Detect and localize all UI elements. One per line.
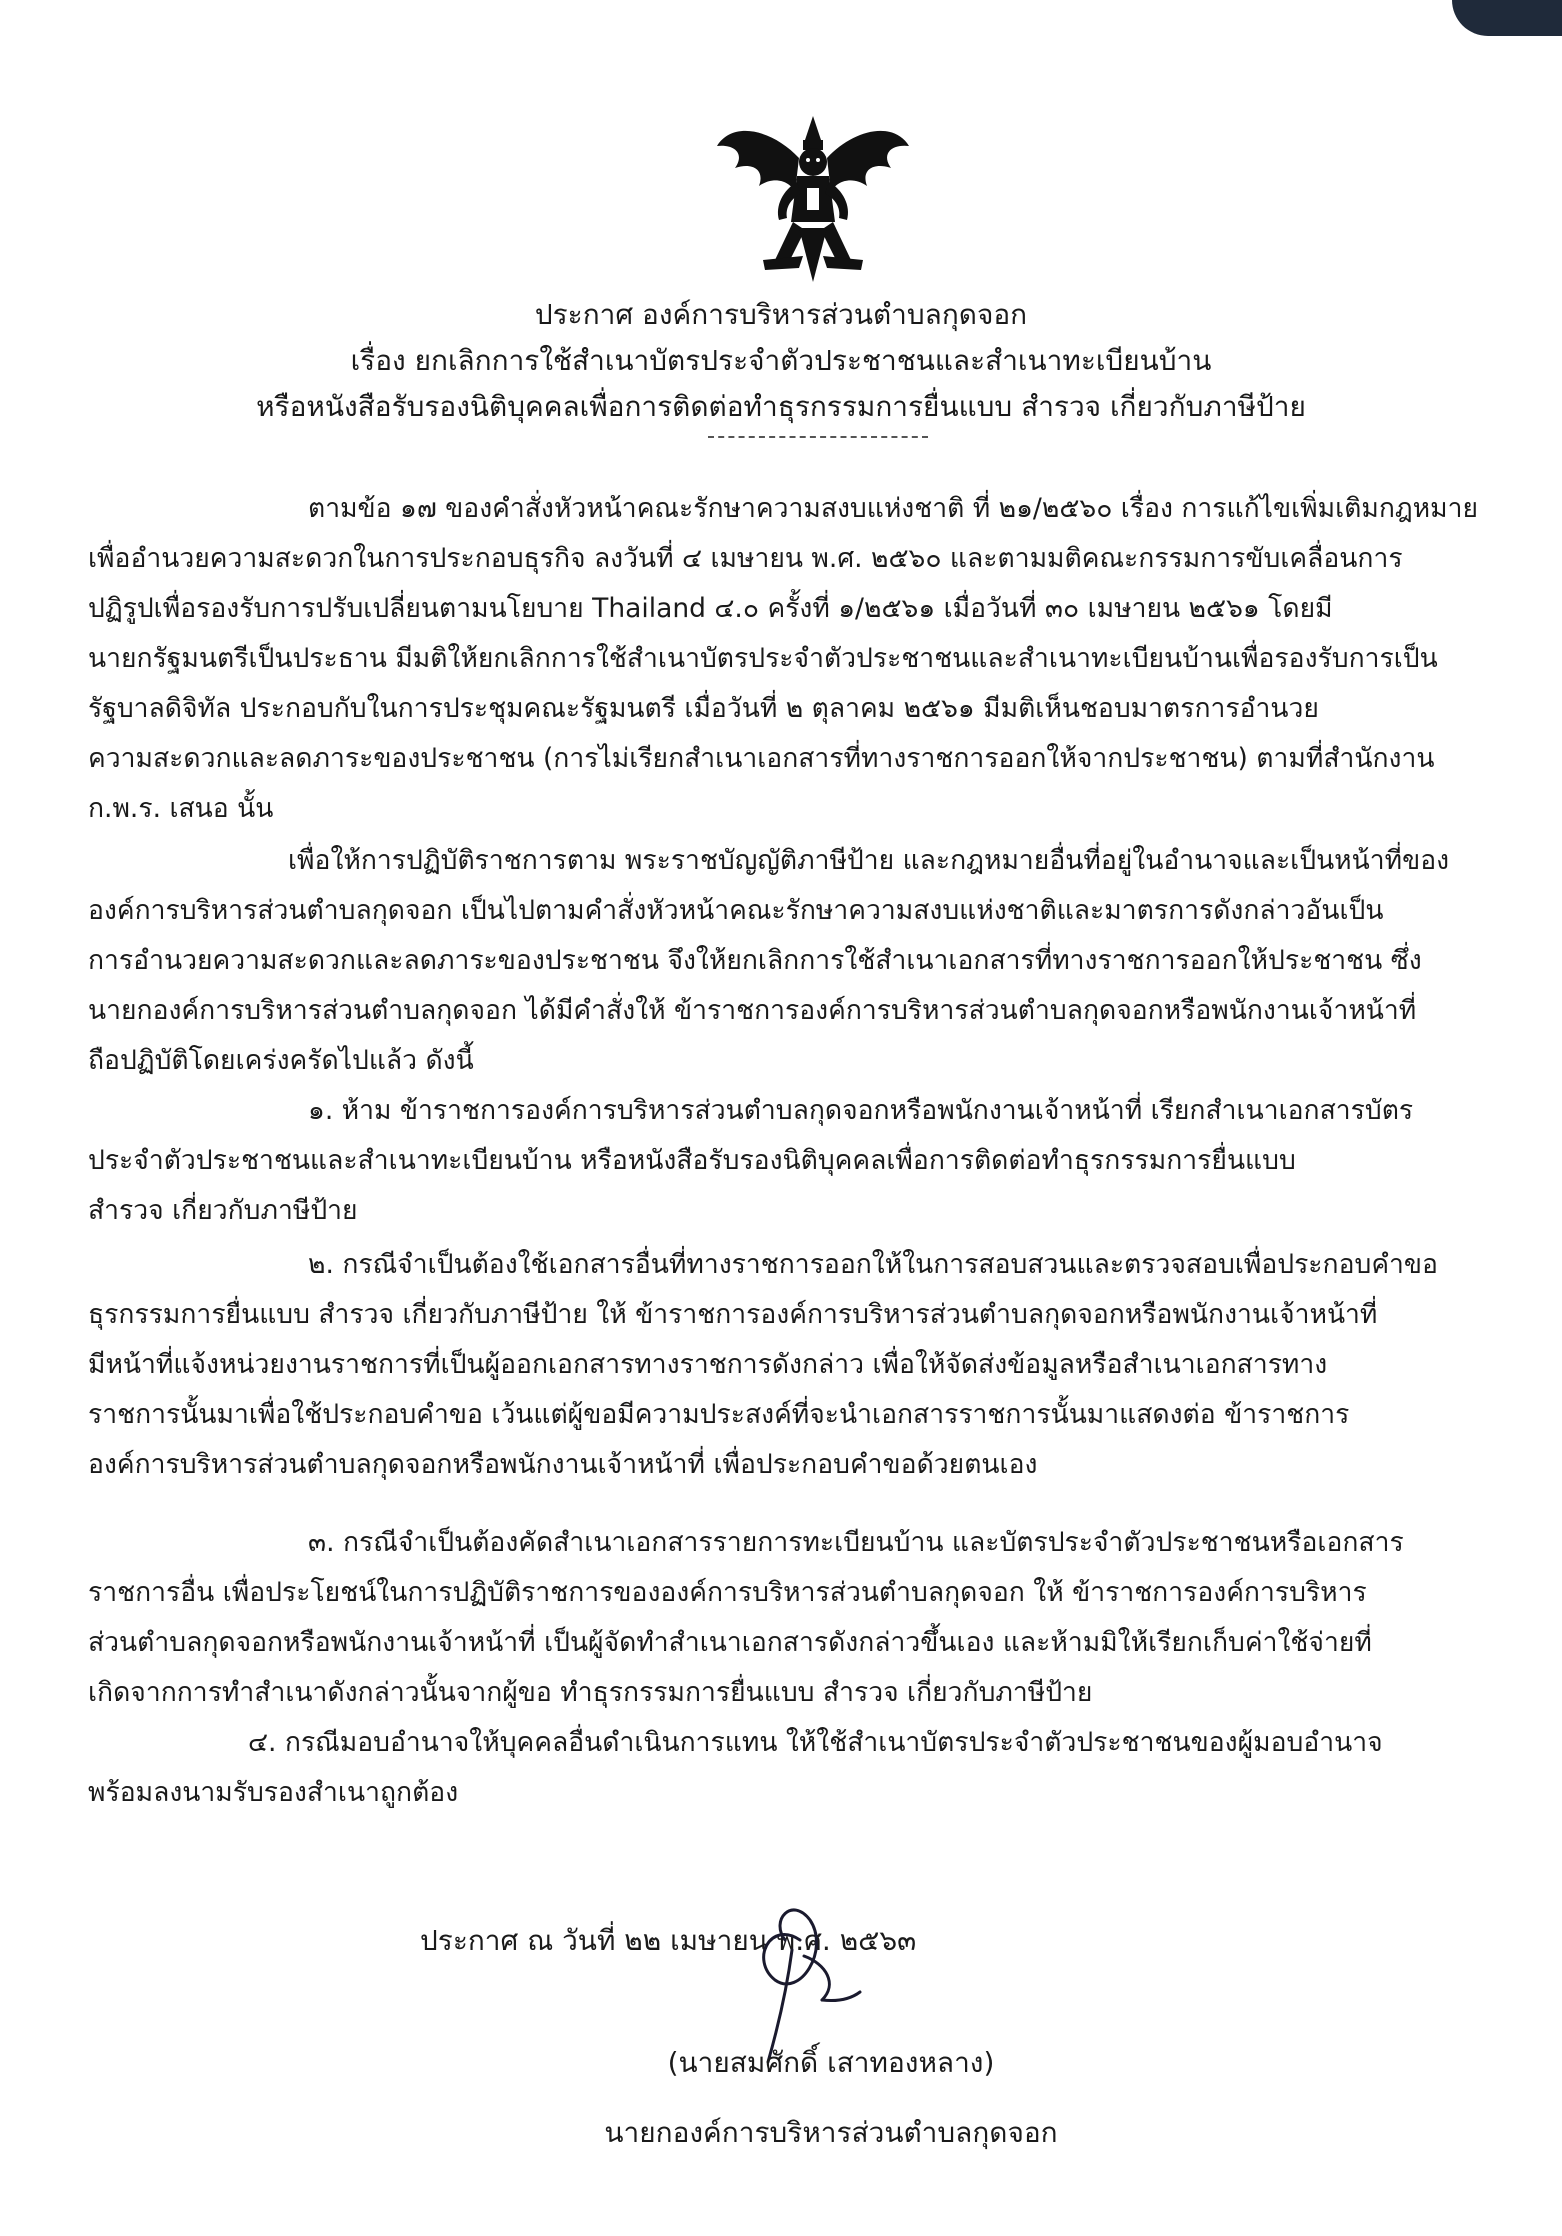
signer-title: นายกองค์การบริหารส่วนตำบลกุดจอก	[604, 2116, 1058, 2149]
garuda-emblem-icon	[713, 110, 913, 290]
item-1	[88, 1086, 1528, 1236]
announcement-date: ประกาศ ณ วันที่ ๒๒ เมษายน พ.ศ. ๒๕๖๓	[420, 1924, 917, 1957]
item-1-line: ๑. ห้าม ข้าราชการองค์การบริหารส่วนตำบลกุดจอกหรือพนักงานเจ้าหน้าที่ เรียกสำเนาเอกสารบัตร	[308, 1095, 1414, 1126]
item-4-line: ๔. กรณีมอบอำนาจให้บุคคลอื่นดำเนินการแทน ให้ใช้สำเนาบัตรประจำตัวประชาชนของผู้มอบอำนาจ	[248, 1727, 1383, 1758]
paragraph-1-line: รัฐบาลดิจิทัล ประกอบกับในการประชุมคณะรัฐมนตรี เมื่อวันที่ ๒ ตุลาคม ๒๕๖๑ มีมติเห็นชอบมาตรการอำนวย	[88, 693, 1319, 724]
paragraph-1-line: เพื่ออำนวยความสะดวกในการประกอบธุรกิจ ลงวันที่ ๔ เมษายน พ.ศ. ๒๕๖๐ และตามมติคณะกรรมการขับเคลื่อนการ	[88, 543, 1403, 574]
item-2-line: ๒. กรณีจำเป็นต้องใช้เอกสารอื่นที่ทางราชการออกให้ในการสอบสวนและตรวจสอบเพื่อประกอบคำขอ	[308, 1249, 1438, 1280]
item-2-line: ธุรกรรมการยื่นแบบ สำรวจ เกี่ยวกับภาษีป้าย ให้ ข้าราชการองค์การบริหารส่วนตำบลกุดจอกหรือพนักงานเจ้าหน้าที่	[88, 1299, 1378, 1330]
paragraph-2	[88, 836, 1528, 1086]
corner-mark	[1452, 0, 1562, 36]
item-3	[88, 1518, 1528, 1718]
paragraph-1	[88, 484, 1528, 834]
announcement-subject-cont: หรือหนังสือรับรองนิติบุคคลเพื่อการติดต่อทำธุรกรรมการยื่นแบบ สำรวจ เกี่ยวกับภาษีป้าย	[256, 390, 1306, 423]
paragraph-2-line: ถือปฏิบัติโดยเคร่งครัดไปแล้ว ดังนี้	[88, 1045, 474, 1076]
paragraph-1-line: ความสะดวกและลดภาระของประชาชน (การไม่เรียกสำเนาเอกสารที่ทางราชการออกให้จากประชาชน) ตามที่สำนักงาน	[88, 743, 1435, 774]
item-1-line: ประจำตัวประชาชนและสำเนาทะเบียนบ้าน หรือหนังสือรับรองนิติบุคคลเพื่อการติดต่อทำธุรกรรมการยื่นแบบ	[88, 1145, 1296, 1176]
item-3-line: เกิดจากการทำสำเนาดังกล่าวนั้นจากผู้ขอ ทำธุรกรรมการยื่นแบบ สำรวจ เกี่ยวกับภาษีป้าย	[88, 1677, 1093, 1708]
item-1-line: สำรวจ เกี่ยวกับภาษีป้าย	[88, 1195, 358, 1226]
item-2-line: ราชการนั้นมาเพื่อใช้ประกอบคำขอ เว้นแต่ผู้ขอมีความประสงค์ที่จะนำเอกสารราชการนั้นมาแสดงต่อ ข้าราชการ	[88, 1399, 1350, 1430]
paragraph-2-line: การอำนวยความสะดวกและลดภาระของประชาชน จึงให้ยกเลิกการใช้สำเนาเอกสารที่ทางราชการออกให้ประชาชน ซึ่ง	[88, 945, 1422, 976]
paragraph-2-line: นายกองค์การบริหารส่วนตำบลกุดจอก ได้มีคำสั่งให้ ข้าราชการองค์การบริหารส่วนตำบลกุดจอกหรือพนักงานเจ้าหน้าที่	[88, 995, 1417, 1026]
item-4-line: พร้อมลงนามรับรองสำเนาถูกต้อง	[88, 1777, 459, 1808]
paragraph-1-line: นายกรัฐมนตรีเป็นประธาน มีมติให้ยกเลิกการใช้สำเนาบัตรประจำตัวประชาชนและสำเนาทะเบียนบ้านเพื่อรองรับการเป็น	[88, 643, 1438, 674]
paragraph-1-line: ตามข้อ ๑๗ ของคำสั่งหัวหน้าคณะรักษาความสงบแห่งชาติ ที่ ๒๑/๒๕๖๐ เรื่อง การแก้ไขเพิ่มเติมกฎหมาย	[308, 493, 1478, 524]
paragraph-2-line: องค์การบริหารส่วนตำบลกุดจอก เป็นไปตามคำสั่งหัวหน้าคณะรักษาความสงบแห่งชาติและมาตรการดังกล่าวอันเป็น	[88, 895, 1384, 926]
title-divider	[708, 436, 928, 438]
signer-name: (นายสมศักดิ์ เสาทองหลาง)	[667, 2046, 995, 2079]
item-3-line: ๓. กรณีจำเป็นต้องคัดสำเนาเอกสารรายการทะเบียนบ้าน และบัตรประจำตัวประชาชนหรือเอกสาร	[308, 1527, 1404, 1558]
announcement-subject: เรื่อง ยกเลิกการใช้สำเนาบัตรประจำตัวประชาชนและสำเนาทะเบียนบ้าน	[350, 344, 1212, 377]
item-4	[88, 1718, 1528, 1818]
announcement-title: ประกาศ องค์การบริหารส่วนตำบลกุดจอก	[534, 298, 1028, 331]
paragraph-1-line: ปฏิรูปเพื่อรองรับการปรับเปลี่ยนตามนโยบาย Thailand ๔.๐ ครั้งที่ ๑/๒๕๖๑ เมื่อวันที่ ๓๐ เมษายน ๒๕๖๑ โดยมี	[88, 593, 1333, 624]
paragraph-1-line: ก.พ.ร. เสนอ นั้น	[88, 793, 274, 824]
paragraph-2-line: เพื่อให้การปฏิบัติราชการตาม พระราชบัญญัติภาษีป้าย และกฎหมายอื่นที่อยู่ในอำนาจและเป็นหน้าที่ของ	[288, 845, 1450, 876]
item-2-line: องค์การบริหารส่วนตำบลกุดจอกหรือพนักงานเจ้าหน้าที่ เพื่อประกอบคำขอด้วยตนเอง	[88, 1449, 1038, 1480]
item-3-line: ส่วนตำบลกุดจอกหรือพนักงานเจ้าหน้าที่ เป็นผู้จัดทำสำเนาเอกสารดังกล่าวขึ้นเอง และห้ามมิให้เรียกเก็บค่าใช้จ่ายที่	[88, 1627, 1372, 1658]
item-3-line: ราชการอื่น เพื่อประโยชน์ในการปฏิบัติราชการขององค์การบริหารส่วนตำบลกุดจอก ให้ ข้าราชการองค์การบริหาร	[88, 1577, 1367, 1608]
item-2	[88, 1240, 1528, 1490]
item-2-line: มีหน้าที่แจ้งหน่วยงานราชการที่เป็นผู้ออกเอกสารทางราชการดังกล่าว เพื่อให้จัดส่งข้อมูลหรือสำเนาเอกสารทาง	[88, 1349, 1328, 1380]
